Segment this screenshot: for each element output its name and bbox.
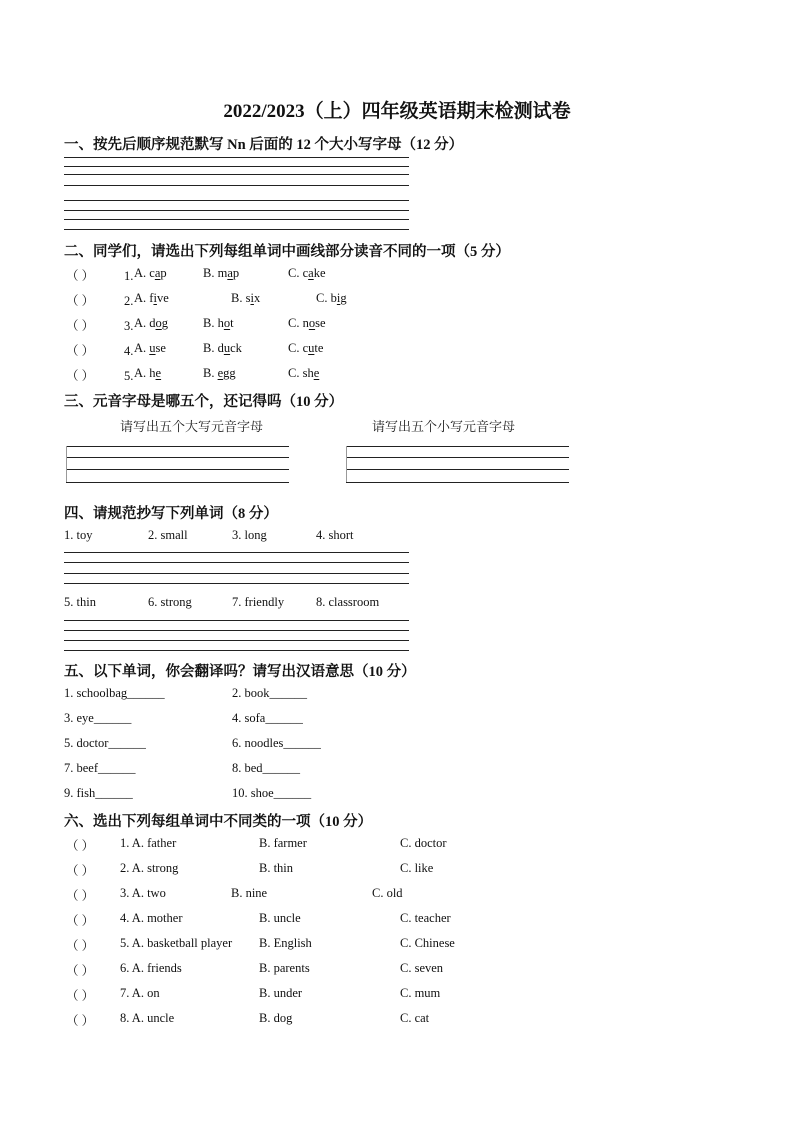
answer-blank[interactable]: （ ） bbox=[66, 864, 95, 878]
answer-blank[interactable]: （ ） bbox=[66, 294, 95, 308]
copy-word: 6. strong bbox=[148, 595, 192, 609]
copy-word: 3. long bbox=[232, 528, 267, 542]
writing-line bbox=[64, 229, 409, 230]
answer-blank[interactable]: （ ） bbox=[66, 989, 95, 1003]
option-a: A. dog bbox=[134, 316, 169, 330]
option-c: C. Chinese bbox=[400, 936, 455, 950]
writing-line bbox=[64, 620, 409, 621]
writing-line bbox=[346, 469, 569, 470]
writing-line bbox=[346, 482, 569, 483]
option-b: B. hot bbox=[203, 316, 234, 330]
option-b: B. thin bbox=[259, 861, 294, 875]
writing-line bbox=[66, 482, 289, 483]
writing-line bbox=[64, 650, 409, 651]
copy-word: 5. thin bbox=[64, 595, 96, 609]
writing-line bbox=[64, 552, 409, 553]
translate-item[interactable]: 1. schoolbag______ bbox=[64, 686, 165, 700]
option-c: C. big bbox=[316, 291, 347, 305]
writing-line bbox=[64, 210, 409, 211]
answer-blank[interactable]: （ ） bbox=[66, 889, 95, 903]
answer-blank[interactable]: （ ） bbox=[66, 939, 95, 953]
lowercase-vowels-label: 请写出五个小写元音字母 bbox=[372, 420, 516, 435]
writing-line bbox=[346, 446, 569, 447]
option-b: B. under bbox=[259, 986, 303, 1000]
writing-line bbox=[64, 573, 409, 574]
writing-line bbox=[64, 185, 409, 186]
option-a: 3. A. two bbox=[120, 886, 166, 900]
option-b: B. English bbox=[259, 936, 312, 950]
question-row: （ ） 2. bbox=[66, 291, 133, 309]
writing-line bbox=[64, 166, 409, 167]
option-c: C. like bbox=[400, 861, 434, 875]
writing-line bbox=[66, 446, 289, 447]
option-b: B. uncle bbox=[259, 911, 301, 925]
option-a: 5. A. basketball player bbox=[120, 936, 233, 950]
option-c: C. seven bbox=[400, 961, 444, 975]
option-c: C. cute bbox=[288, 341, 324, 355]
option-c: C. old bbox=[372, 886, 403, 900]
translate-item[interactable]: 3. eye______ bbox=[64, 711, 132, 725]
copy-word: 8. classroom bbox=[316, 595, 380, 609]
option-c: C. cake bbox=[288, 266, 326, 280]
option-a: A. cap bbox=[134, 266, 167, 280]
answer-blank[interactable]: （ ） bbox=[66, 269, 95, 283]
option-a: 6. A. friends bbox=[120, 961, 182, 975]
option-a: 4. A. mother bbox=[120, 911, 183, 925]
writing-line bbox=[64, 157, 409, 158]
translate-item[interactable]: 8. bed______ bbox=[232, 761, 301, 775]
option-b: B. nine bbox=[231, 886, 268, 900]
option-b: B. egg bbox=[203, 366, 236, 380]
option-a: A. use bbox=[134, 341, 166, 355]
option-b: B. six bbox=[231, 291, 261, 305]
option-c: C. she bbox=[288, 366, 320, 380]
copy-word: 1. toy bbox=[64, 528, 93, 542]
option-a: A. five bbox=[134, 291, 169, 305]
writing-line bbox=[64, 174, 409, 175]
translate-item[interactable]: 7. beef______ bbox=[64, 761, 136, 775]
answer-blank[interactable]: （ ） bbox=[66, 369, 95, 383]
option-b: B. duck bbox=[203, 341, 242, 355]
answer-blank[interactable]: （ ） bbox=[66, 1014, 95, 1028]
answer-blank[interactable]: （ ） bbox=[66, 344, 95, 358]
page-title: 2022/2023（上）四年级英语期末检测试卷 bbox=[223, 101, 571, 122]
translate-item[interactable]: 6. noodles______ bbox=[232, 736, 321, 750]
question-row: （ ） 5. bbox=[66, 366, 133, 384]
writing-line bbox=[346, 457, 569, 458]
option-b: B. dog bbox=[259, 1011, 293, 1025]
writing-line bbox=[66, 457, 289, 458]
option-b: B. parents bbox=[259, 961, 310, 975]
writing-line bbox=[64, 583, 409, 584]
answer-blank[interactable]: （ ） bbox=[66, 914, 95, 928]
answer-blank[interactable]: （ ） bbox=[66, 964, 95, 978]
translate-item[interactable]: 9. fish______ bbox=[64, 786, 133, 800]
option-c: C. doctor bbox=[400, 836, 447, 850]
translate-item[interactable]: 4. sofa______ bbox=[232, 711, 303, 725]
translate-item[interactable]: 2. book______ bbox=[232, 686, 307, 700]
section-3-heading: 三、元音字母是哪五个，还记得吗（10 分） bbox=[64, 394, 344, 410]
section-4-heading: 四、请规范抄写下列单词（8 分） bbox=[64, 506, 278, 522]
option-a: 8. A. uncle bbox=[120, 1011, 175, 1025]
writing-line bbox=[64, 562, 409, 563]
uppercase-vowels-label: 请写出五个大写元音字母 bbox=[120, 420, 264, 435]
option-c: C. cat bbox=[400, 1011, 430, 1025]
option-c: C. nose bbox=[288, 316, 326, 330]
option-a: 7. A. on bbox=[120, 986, 160, 1000]
question-row: （ ） 3. bbox=[66, 316, 133, 334]
writing-line bbox=[64, 200, 409, 201]
translate-item[interactable]: 10. shoe______ bbox=[232, 786, 312, 800]
writing-line-edge bbox=[66, 446, 67, 482]
translate-item[interactable]: 5. doctor______ bbox=[64, 736, 146, 750]
option-b: B. farmer bbox=[259, 836, 307, 850]
copy-word: 2. small bbox=[148, 528, 188, 542]
writing-line bbox=[64, 219, 409, 220]
option-c: C. teacher bbox=[400, 911, 451, 925]
answer-blank[interactable]: （ ） bbox=[66, 839, 95, 853]
writing-line-edge bbox=[346, 446, 347, 482]
section-6-heading: 六、选出下列每组单词中不同类的一项（10 分） bbox=[64, 814, 373, 830]
section-2-heading: 二、同学们，请选出下列每组单词中画线部分读音不同的一项（5 分） bbox=[64, 244, 510, 260]
answer-blank[interactable]: （ ） bbox=[66, 319, 95, 333]
writing-line bbox=[66, 469, 289, 470]
section-1-heading: 一、按先后顺序规范默写 Nn 后面的 12 个大小写字母（12 分） bbox=[64, 137, 464, 153]
option-c: C. mum bbox=[400, 986, 441, 1000]
section-5-heading: 五、以下单词，你会翻译吗？请写出汉语意思（10 分） bbox=[64, 664, 416, 680]
copy-word: 7. friendly bbox=[232, 595, 285, 609]
option-a: 2. A. strong bbox=[120, 861, 179, 875]
option-a: 1. A. father bbox=[120, 836, 177, 850]
writing-line bbox=[64, 630, 409, 631]
option-a: A. he bbox=[134, 366, 162, 380]
option-b: B. map bbox=[203, 266, 240, 280]
question-row: （ ） 4. bbox=[66, 341, 133, 359]
question-row: （ ） 1. bbox=[66, 266, 133, 284]
copy-word: 4. short bbox=[316, 528, 354, 542]
writing-line bbox=[64, 640, 409, 641]
